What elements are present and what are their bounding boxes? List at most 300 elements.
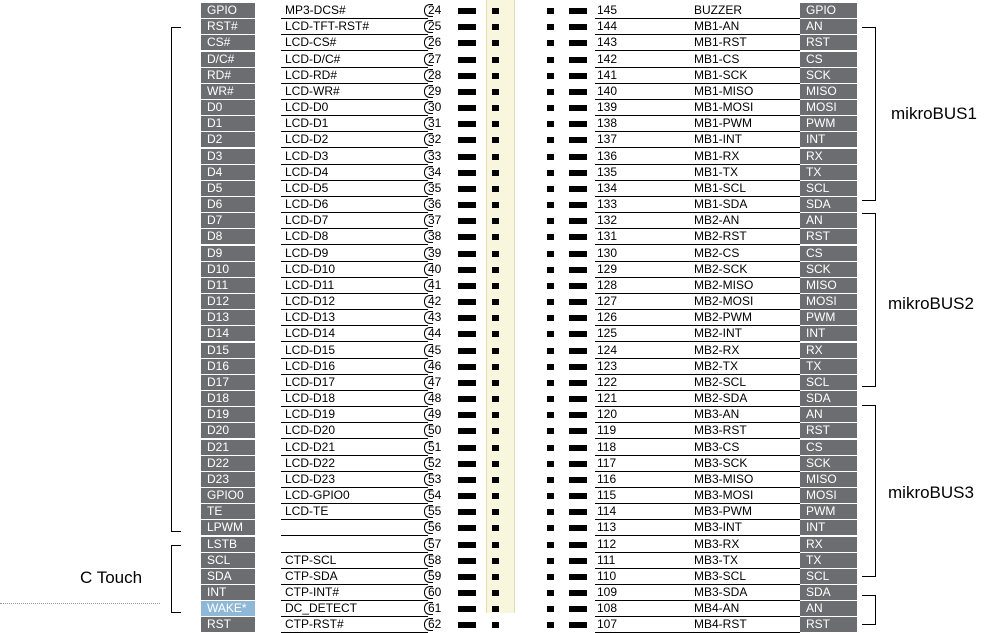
right-pin-hole <box>547 24 554 30</box>
right-pin-hole <box>547 40 554 46</box>
left-signal-name: LCD-WR# <box>285 84 340 98</box>
right-pin-label: RST <box>800 229 857 244</box>
left-pin-pad <box>458 170 476 176</box>
left-pin-label: D10 <box>201 262 255 277</box>
right-pin-label: RX <box>800 537 857 552</box>
left-pin-hole <box>492 202 499 208</box>
ctouch-label: C Touch <box>80 568 143 587</box>
left-signal-name: LCD-D13 <box>285 310 336 324</box>
right-pin-number: 137 <box>597 132 618 146</box>
right-pin-pad <box>569 590 587 596</box>
right-pin-number: 129 <box>597 262 618 276</box>
right-pin-label: SCK <box>800 262 857 277</box>
right-signal-name: MB3-SDA <box>694 585 748 599</box>
right-signal-name: MB1-SCK <box>694 68 748 82</box>
right-signal-name: MB3-SCL <box>694 569 747 583</box>
left-pin-hole <box>492 8 499 14</box>
right-pin-number: 134 <box>597 181 618 195</box>
right-pin-number: 142 <box>597 52 618 66</box>
left-pin-pad <box>458 542 476 548</box>
right-pin-label: SCK <box>800 68 857 83</box>
right-pin-label: AN <box>800 213 857 228</box>
right-pin-label: PWM <box>800 310 857 325</box>
left-pin-hole <box>492 428 499 434</box>
connector-strip <box>486 0 515 613</box>
right-pin-number: 128 <box>597 278 618 292</box>
right-pin-number: 135 <box>597 165 618 179</box>
right-pin-hole <box>547 8 554 14</box>
left-pin-number: 34 <box>428 165 442 179</box>
left-pin-pad <box>458 622 476 628</box>
right-signal-name: BUZZER <box>694 3 742 17</box>
left-pin-label: RST <box>201 617 255 632</box>
right-signal-name: MB3-CS <box>694 440 740 454</box>
right-pin-label: MOSI <box>800 100 857 115</box>
right-pin-label: MISO <box>800 278 857 293</box>
left-signal-name: LCD-D23 <box>285 472 336 486</box>
right-pin-hole <box>547 57 554 63</box>
left-pin-number: 45 <box>428 343 442 357</box>
right-signal-name: MB1-RX <box>694 149 740 163</box>
right-pin-pad <box>569 283 587 289</box>
right-pin-hole <box>547 299 554 305</box>
right-pin-hole <box>547 234 554 240</box>
right-pin-pad <box>569 105 587 111</box>
right-pin-pad <box>569 251 587 257</box>
right-signal-name: MB3-INT <box>694 520 742 534</box>
left-pin-label: LSTB <box>201 537 255 552</box>
left-pin-label: LPWM <box>201 520 255 535</box>
right-pin-label: SCK <box>800 456 857 471</box>
right-signal-underline <box>595 147 800 148</box>
left-pin-label: D11 <box>201 278 255 293</box>
right-signal-name: MB1-TX <box>694 165 739 179</box>
left-signal-name: LCD-D19 <box>285 407 336 421</box>
right-pin-pad <box>569 24 587 30</box>
right-pin-number: 145 <box>597 3 618 17</box>
right-signal-name: MB3-TX <box>694 553 739 567</box>
left-pin-label: D4 <box>201 165 255 180</box>
left-pin-label: D20 <box>201 423 255 438</box>
right-pin-hole <box>547 558 554 564</box>
left-pin-pad <box>458 137 476 143</box>
right-signal-underline <box>595 50 800 51</box>
right-pin-number: 140 <box>597 84 618 98</box>
left-pin-hole <box>492 445 499 451</box>
left-pin-label: D1 <box>201 116 255 131</box>
right-pin-pad <box>569 73 587 79</box>
left-pin-label: GPIO0 <box>201 488 255 503</box>
left-pin-label: D23 <box>201 472 255 487</box>
left-signal-name: LCD-D8 <box>285 229 329 243</box>
right-signal-name: MB1-INT <box>694 132 742 146</box>
right-pin-label: PWM <box>800 504 857 519</box>
right-pin-number: 110 <box>597 569 617 583</box>
left-pin-pad <box>458 525 476 531</box>
right-pin-hole <box>547 348 554 354</box>
right-signal-name: MB1-CS <box>694 52 740 66</box>
left-pin-pad <box>458 267 476 273</box>
left-pin-hole <box>492 40 499 46</box>
right-pin-pad <box>569 218 587 224</box>
right-pin-label: TX <box>800 165 857 180</box>
right-pin-pad <box>569 89 587 95</box>
right-pin-pad <box>569 574 587 580</box>
left-pin-number: 55 <box>428 504 442 518</box>
right-pin-pad <box>569 542 587 548</box>
right-pin-number: 113 <box>597 520 617 534</box>
right-pin-label: AN <box>800 407 857 422</box>
right-pin-hole <box>547 493 554 499</box>
right-pin-label: SDA <box>800 585 857 600</box>
left-pin-number: 31 <box>428 116 442 130</box>
left-signal-name: LCD-TFT-RST# <box>285 19 369 33</box>
left-pin-number: 61 <box>428 601 442 615</box>
left-signal-name: LCD-D6 <box>285 197 329 211</box>
left-pin-label: D22 <box>201 456 255 471</box>
right-pin-pad <box>569 234 587 240</box>
left-pin-hole <box>492 558 499 564</box>
right-pin-hole <box>547 186 554 192</box>
right-pin-hole <box>547 154 554 160</box>
left-pin-pad <box>458 121 476 127</box>
right-pin-label: CS <box>800 52 857 67</box>
right-pin-hole <box>547 606 554 612</box>
left-pin-hole <box>492 105 499 111</box>
left-pin-number: 41 <box>428 278 442 292</box>
left-signal-name: LCD-TE <box>285 504 329 518</box>
right-pin-number: 119 <box>597 423 617 437</box>
left-pin-pad <box>458 364 476 370</box>
left-pin-number: 33 <box>428 149 442 163</box>
left-pin-number: 28 <box>428 68 442 82</box>
right-pin-hole <box>547 364 554 370</box>
right-pin-hole <box>547 105 554 111</box>
left-pin-label: CS# <box>201 35 255 50</box>
right-signal-name: MB3-AN <box>694 407 740 421</box>
right-signal-name: MB2-CS <box>694 246 740 260</box>
left-pin-number: 59 <box>428 569 442 583</box>
right-pin-hole <box>547 315 554 321</box>
right-pin-hole <box>547 73 554 79</box>
left-pin-hole <box>492 412 499 418</box>
left-signal-name: LCD-D9 <box>285 246 329 260</box>
left-signal-name: LCD-D15 <box>285 343 336 357</box>
right-pin-pad <box>569 202 587 208</box>
left-pin-number: 24 <box>428 3 442 17</box>
mikrobus2-label: mikroBUS2 <box>888 294 974 313</box>
left-pin-label: D2 <box>201 132 255 147</box>
right-pin-hole <box>547 396 554 402</box>
left-pin-hole <box>492 283 499 289</box>
left-signal-name: CTP-INT# <box>285 585 339 599</box>
left-pin-number: 42 <box>428 294 442 308</box>
right-pin-pad <box>569 121 587 127</box>
left-pin-number: 56 <box>428 520 442 534</box>
right-pin-number: 109 <box>597 585 618 599</box>
left-signal-underline <box>281 519 428 520</box>
left-pin-number: 27 <box>428 52 442 66</box>
left-signal-name: LCD-D18 <box>285 391 336 405</box>
right-pin-hole <box>547 218 554 224</box>
right-signal-name: MB2-MISO <box>694 278 754 292</box>
right-pin-label: INT <box>800 520 857 535</box>
right-pin-number: 108 <box>597 601 618 615</box>
left-pin-hole <box>492 170 499 176</box>
right-pin-hole <box>547 331 554 337</box>
right-pin-number: 144 <box>597 19 618 33</box>
left-pin-label: D13 <box>201 310 255 325</box>
left-pin-pad <box>458 477 476 483</box>
left-pin-hole <box>492 542 499 548</box>
left-pin-hole <box>492 154 499 160</box>
left-signal-name: LCD-D21 <box>285 440 336 454</box>
right-signal-name: MB4-AN <box>694 601 740 615</box>
left-pin-label: D9 <box>201 246 255 261</box>
left-pin-number: 38 <box>428 229 442 243</box>
right-pin-hole <box>547 170 554 176</box>
right-pin-label: TX <box>800 359 857 374</box>
left-signal-name: MP3-DCS# <box>285 3 346 17</box>
right-pin-pad <box>569 525 587 531</box>
right-pin-number: 112 <box>597 537 617 551</box>
mikrobus1-bracket <box>862 27 876 201</box>
left-pin-label: RST# <box>201 19 255 34</box>
right-pin-label: MOSI <box>800 488 857 503</box>
right-pin-hole <box>547 445 554 451</box>
right-pin-number: 124 <box>597 343 618 357</box>
right-signal-name: MB2-RX <box>694 343 740 357</box>
right-pin-pad <box>569 40 587 46</box>
right-pin-hole <box>547 509 554 515</box>
left-pin-label: D16 <box>201 359 255 374</box>
left-pin-pad <box>458 590 476 596</box>
left-pin-hole <box>492 251 499 257</box>
left-pin-number: 62 <box>428 617 442 631</box>
right-pin-pad <box>569 348 587 354</box>
right-signal-name: MB2-SDA <box>694 391 748 405</box>
right-pin-pad <box>569 412 587 418</box>
left-pin-pad <box>458 40 476 46</box>
right-pin-number: 107 <box>597 617 618 631</box>
left-pin-hole <box>492 121 499 127</box>
left-pin-number: 52 <box>428 456 442 470</box>
right-pin-number: 114 <box>597 504 617 518</box>
left-pin-label: D5 <box>201 181 255 196</box>
left-pin-hole <box>492 461 499 467</box>
right-pin-label: RX <box>800 343 857 358</box>
left-pin-pad <box>458 428 476 434</box>
right-pin-number: 132 <box>597 213 618 227</box>
left-signal-name: LCD-D17 <box>285 375 336 389</box>
left-pin-number: 36 <box>428 197 442 211</box>
right-pin-label: MISO <box>800 84 857 99</box>
right-pin-number: 138 <box>597 116 618 130</box>
right-pin-hole <box>547 121 554 127</box>
right-pin-pad <box>569 186 587 192</box>
right-signal-name: MB2-PWM <box>694 310 752 324</box>
left-signal-name: LCD-D3 <box>285 149 329 163</box>
right-signal-name: MB2-SCK <box>694 262 748 276</box>
left-signal-name: LCD-D12 <box>285 294 336 308</box>
left-signal-name: LCD-D2 <box>285 132 329 146</box>
left-signal-underline <box>281 438 428 439</box>
right-pin-number: 122 <box>597 375 618 389</box>
right-pin-label: SCL <box>800 569 857 584</box>
left-pin-hole <box>492 73 499 79</box>
left-pin-pad <box>458 445 476 451</box>
left-pin-hole <box>492 218 499 224</box>
mikrobus3-label: mikroBUS3 <box>888 483 974 502</box>
left-pin-hole <box>492 234 499 240</box>
left-pin-number: 47 <box>428 375 442 389</box>
right-signal-name: MB2-TX <box>694 359 739 373</box>
right-signal-name: MB1-PWM <box>694 116 752 130</box>
left-pin-number: 25 <box>428 19 442 33</box>
left-pin-hole <box>492 574 499 580</box>
right-signal-underline <box>595 341 800 342</box>
left-pin-hole <box>492 622 499 628</box>
left-pin-hole <box>492 331 499 337</box>
left-pin-label: INT <box>201 585 255 600</box>
right-pin-pad <box>569 315 587 321</box>
lcd-group-bracket <box>171 27 181 532</box>
right-pin-pad <box>569 396 587 402</box>
right-signal-underline <box>595 244 800 245</box>
left-pin-pad <box>458 283 476 289</box>
left-pin-pad <box>458 380 476 386</box>
right-pin-number: 139 <box>597 100 618 114</box>
right-pin-pad <box>569 364 587 370</box>
left-pin-label: RD# <box>201 68 255 83</box>
right-pin-hole <box>547 251 554 257</box>
right-pin-hole <box>547 380 554 386</box>
left-pin-number: 37 <box>428 213 442 227</box>
right-pin-label: RST <box>800 617 857 632</box>
left-pin-number: 35 <box>428 181 442 195</box>
left-signal-name: LCD-D10 <box>285 262 336 276</box>
left-pin-number: 29 <box>428 84 442 98</box>
right-pin-pad <box>569 622 587 628</box>
right-pin-pad <box>569 137 587 143</box>
right-pin-hole <box>547 283 554 289</box>
left-pin-label: WR# <box>201 84 255 99</box>
right-pin-pad <box>569 509 587 515</box>
right-signal-underline <box>595 438 800 439</box>
right-pin-label: RX <box>800 149 857 164</box>
right-pin-number: 111 <box>597 553 616 567</box>
right-pin-label: AN <box>800 601 857 616</box>
left-pin-number: 57 <box>428 537 442 551</box>
left-pin-hole <box>492 186 499 192</box>
right-pin-hole <box>547 542 554 548</box>
right-pin-label: CS <box>800 246 857 261</box>
right-signal-name: MB2-MOSI <box>694 294 754 308</box>
left-pin-number: 53 <box>428 472 442 486</box>
right-pin-hole <box>547 267 554 273</box>
left-signal-name: CTP-RST# <box>285 617 344 631</box>
right-pin-label: AN <box>800 19 857 34</box>
right-signal-name: MB1-MOSI <box>694 100 754 114</box>
left-pin-label: D19 <box>201 407 255 422</box>
left-pin-pad <box>458 331 476 337</box>
left-pin-label: D18 <box>201 391 255 406</box>
left-signal-name: LCD-D1 <box>285 116 329 130</box>
left-pin-hole <box>492 299 499 305</box>
left-pin-number: 40 <box>428 262 442 276</box>
left-pin-pad <box>458 89 476 95</box>
left-pin-hole <box>492 89 499 95</box>
right-pin-label: CS <box>800 440 857 455</box>
right-pin-pad <box>569 445 587 451</box>
left-pin-hole <box>492 396 499 402</box>
right-signal-name: MB2-AN <box>694 213 740 227</box>
bottom-note-fragment <box>0 603 150 613</box>
left-pin-number: 46 <box>428 359 442 373</box>
left-pin-label: D/C# <box>201 52 255 67</box>
left-signal-name: LCD-CS# <box>285 35 337 49</box>
left-pin-hole <box>492 590 499 596</box>
right-pin-number: 115 <box>597 488 617 502</box>
left-signal-name: LCD-RD# <box>285 68 338 82</box>
right-signal-name: MB3-RX <box>694 537 740 551</box>
left-pin-pad <box>458 558 476 564</box>
right-pin-pad <box>569 299 587 305</box>
right-signal-name: MB2-RST <box>694 229 747 243</box>
left-pin-number: 32 <box>428 132 442 146</box>
right-signal-name: MB3-MOSI <box>694 488 754 502</box>
mikrobus4-bracket <box>862 595 876 625</box>
left-pin-hole <box>492 137 499 143</box>
left-pin-hole <box>492 525 499 531</box>
left-signal-name: LCD-D16 <box>285 359 336 373</box>
left-signal-name: LCD-D11 <box>285 278 335 292</box>
right-pin-hole <box>547 574 554 580</box>
right-signal-name: MB1-SCL <box>694 181 747 195</box>
left-pin-label: D15 <box>201 343 255 358</box>
right-pin-pad <box>569 493 587 499</box>
left-pin-hole <box>492 509 499 515</box>
left-pin-label: SDA <box>201 569 255 584</box>
left-pin-hole <box>492 380 499 386</box>
right-pin-hole <box>547 412 554 418</box>
right-pin-number: 133 <box>597 197 618 211</box>
right-pin-label: SCL <box>800 181 857 196</box>
left-signal-name: CTP-SDA <box>285 569 338 583</box>
left-pin-number: 44 <box>428 326 442 340</box>
right-pin-pad <box>569 477 587 483</box>
right-signal-name: MB3-RST <box>694 423 747 437</box>
left-pin-label: D12 <box>201 294 255 309</box>
right-pin-pad <box>569 558 587 564</box>
left-pin-label: D21 <box>201 440 255 455</box>
left-signal-underline <box>281 147 428 148</box>
right-pin-label: RST <box>800 423 857 438</box>
left-pin-label: D0 <box>201 100 255 115</box>
left-pin-pad <box>458 251 476 257</box>
right-signal-name: MB3-MISO <box>694 472 754 486</box>
right-pin-label: TX <box>800 553 857 568</box>
left-pin-label: D14 <box>201 326 255 341</box>
right-signal-underline <box>595 535 800 536</box>
right-pin-number: 127 <box>597 294 618 308</box>
left-signal-name: LCD-D20 <box>285 423 336 437</box>
left-signal-name: LCD-D22 <box>285 456 336 470</box>
right-pin-pad <box>569 428 587 434</box>
right-pin-pad <box>569 380 587 386</box>
left-pin-hole <box>492 315 499 321</box>
right-pin-label: INT <box>800 326 857 341</box>
